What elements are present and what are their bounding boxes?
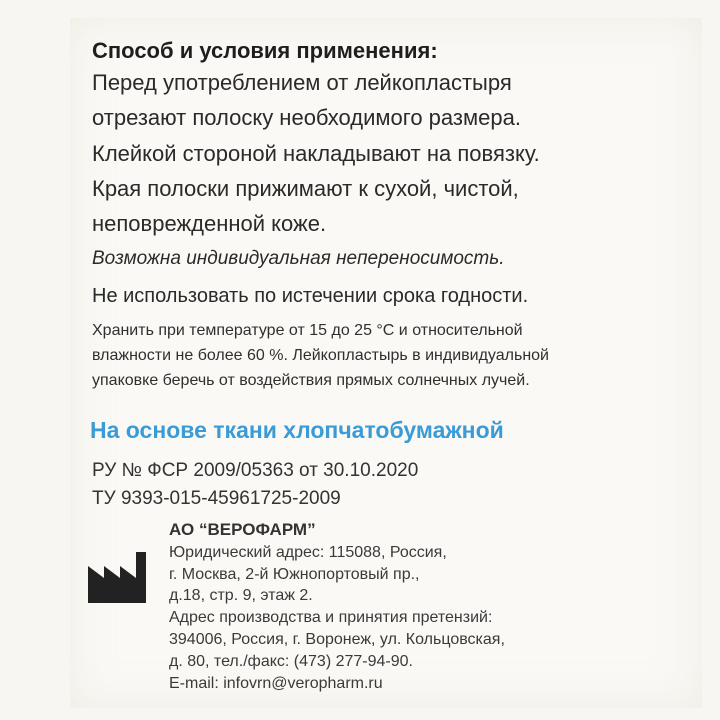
address-line: д. 80, тел./факс: (473) 277-94-90. [169, 653, 413, 670]
usage-line: Края полоски прижимают к сухой, чистой, [92, 176, 519, 201]
usage-line: отрезают полоску необходимого размера. [92, 105, 521, 130]
address-line: Юридический адрес: 115088, Россия, [169, 544, 447, 561]
intolerance-warning: Возможна индивидуальная непереносимость. [92, 248, 505, 269]
usage-line: Клейкой стороной накладывают на повязку. [92, 141, 540, 166]
email-line: E-mail: infovrn@veropharm.ru [169, 675, 383, 692]
usage-line: неповрежденной коже. [92, 211, 327, 236]
manufacturer-name: АО “ВЕРОФАРМ” [169, 520, 316, 539]
expiry-warning: Не использовать по истечении срока годности. [92, 285, 529, 307]
storage-line: упаковке беречь от воздействия прямых солнечных лучей. [92, 372, 530, 389]
registration-number: РУ № ФСР 2009/05363 от 30.10.2020 [92, 460, 419, 481]
storage-line: влажности не более 60 %. Лейкопластырь в индивидуальной [92, 347, 549, 364]
address-line: г. Москва, 2-й Южнопортовый пр., [169, 566, 420, 583]
address-line: Адрес производства и принятия претензий: [169, 609, 493, 626]
technical-spec: ТУ 9393-015-45961725-2009 [92, 488, 341, 509]
material-basis: На основе ткани хлопчатобумажной [90, 417, 504, 443]
factory-icon [86, 548, 156, 604]
address-line: 394006, Россия, г. Воронеж, ул. Кольцовская, [169, 631, 505, 648]
address-line: д.18, стр. 9, этаж 2. [169, 587, 313, 604]
usage-line: Перед употреблением от лейкопластыря [92, 70, 512, 95]
usage-heading: Способ и условия применения: [92, 38, 438, 63]
storage-line: Хранить при температуре от 15 до 25 °С и относительной [92, 322, 523, 339]
